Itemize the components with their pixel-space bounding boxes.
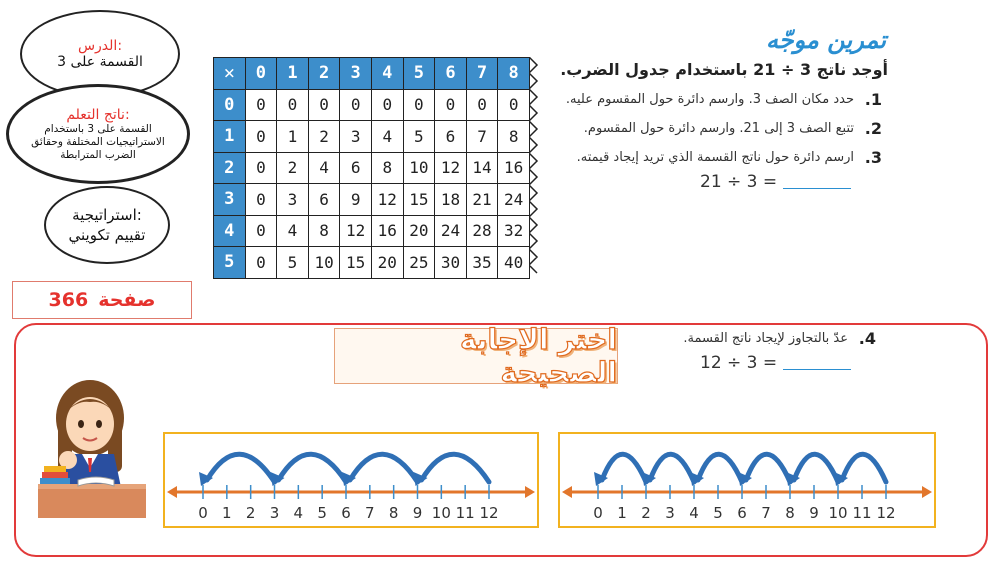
table-col-header[interactable]: 2 <box>308 58 340 90</box>
nl-left-jump-arc <box>350 454 418 482</box>
table-row <box>214 121 530 153</box>
table-cell[interactable]: 3 <box>277 184 309 216</box>
step-4-row <box>600 328 882 349</box>
table-cell[interactable]: 24 <box>498 184 530 216</box>
table-cell[interactable]: 32 <box>498 215 530 247</box>
nl-left-tick-label: 11 <box>455 504 475 522</box>
table-cell[interactable]: 28 <box>466 215 498 247</box>
exercise-title: تمرين موجّه <box>765 26 886 54</box>
strategy-bubble <box>44 186 170 264</box>
page-label: صفحة <box>98 289 156 311</box>
table-cell[interactable]: 4 <box>308 152 340 184</box>
nl-left-tick-label: 4 <box>293 504 304 522</box>
table-cell[interactable]: 16 <box>371 215 403 247</box>
step-text: حدد مكان الصف 3. وارسم دائرة حول المقسوم عليه. <box>565 92 854 107</box>
table-cell[interactable]: 0 <box>245 89 277 121</box>
nl-right-jump-arc <box>794 454 838 482</box>
nl-left-tick-label: 2 <box>245 504 256 522</box>
nl-right-tick-label: 0 <box>593 504 603 522</box>
table-cell[interactable]: 10 <box>403 152 435 184</box>
step-number: 3. <box>864 148 882 167</box>
page-number: 366 <box>48 289 89 311</box>
table-cell[interactable]: 25 <box>403 247 435 279</box>
nl-right-tick-label: 7 <box>761 504 771 522</box>
nl-right-tick-label: 1 <box>617 504 627 522</box>
nl-left-tick-label: 5 <box>317 504 327 522</box>
table-cell[interactable]: 6 <box>308 184 340 216</box>
table-cell[interactable]: 6 <box>435 121 467 153</box>
nl-left-tick-label: 6 <box>341 504 351 522</box>
nl-left-arrow-right <box>525 486 535 498</box>
table-cell[interactable]: 35 <box>466 247 498 279</box>
nl-left-tick-label: 0 <box>198 504 208 522</box>
nl-right-tick-label: 12 <box>876 504 896 522</box>
table-row-header[interactable]: 2 <box>214 152 246 184</box>
nl-right-jump-arc <box>746 454 790 482</box>
table-cell[interactable]: 6 <box>340 152 372 184</box>
table-cell[interactable]: 8 <box>498 121 530 153</box>
number-line-option-right[interactable] <box>558 432 936 528</box>
guided-exercise <box>560 26 888 192</box>
nl-right-tick-label: 2 <box>641 504 651 522</box>
table-cell[interactable]: 4 <box>277 215 309 247</box>
answer-blank-1[interactable] <box>783 173 851 189</box>
table-cell[interactable]: 2 <box>277 152 309 184</box>
strategy-line2: تقييم تكويني <box>68 226 146 244</box>
number-line-option-left[interactable] <box>163 432 539 528</box>
nl-left-tick-label: 1 <box>222 504 232 522</box>
step-number: 1. <box>864 90 882 109</box>
table-row <box>214 215 530 247</box>
nl-left-tick-label: 12 <box>479 504 499 522</box>
table-col-header[interactable]: 8 <box>498 58 530 90</box>
step-text: تتبع الصف 3 إلى 21. وارسم دائرة حول المقسوم. <box>583 121 854 136</box>
nl-right-tick-label: 11 <box>852 504 872 522</box>
table-corner-symbol: × <box>214 58 246 90</box>
nl-right-tick-label: 9 <box>809 504 819 522</box>
multiplication-table <box>213 57 530 279</box>
table-col-header[interactable]: 5 <box>403 58 435 90</box>
nl-left-jump-arc <box>279 454 347 482</box>
table-col-header[interactable]: 0 <box>245 58 277 90</box>
table-cell[interactable]: 4 <box>371 121 403 153</box>
table-col-header[interactable]: 1 <box>277 58 309 90</box>
nl-right-arrow-right <box>922 486 932 498</box>
nl-left-tick-label: 7 <box>365 504 375 522</box>
table-cell[interactable]: 0 <box>466 89 498 121</box>
nl-right-tick-label: 6 <box>737 504 747 522</box>
number-line-left <box>165 434 537 526</box>
table-cell[interactable]: 30 <box>435 247 467 279</box>
equation-2 <box>700 353 882 373</box>
table-cell[interactable]: 0 <box>435 89 467 121</box>
table-cell[interactable]: 0 <box>371 89 403 121</box>
nl-right-arrow-left <box>562 486 572 498</box>
table-row <box>214 247 530 279</box>
table-row-header[interactable]: 1 <box>214 121 246 153</box>
table-row <box>214 184 530 216</box>
table-cell[interactable]: 0 <box>245 184 277 216</box>
table-cell[interactable]: 40 <box>498 247 530 279</box>
table-row-header[interactable]: 0 <box>214 89 246 121</box>
table-cell[interactable]: 5 <box>403 121 435 153</box>
outcome-title: ناتج التعلم: <box>66 106 130 123</box>
torn-edge-decoration <box>529 57 541 277</box>
table-cell[interactable]: 0 <box>245 215 277 247</box>
nl-right-tick-label: 4 <box>689 504 699 522</box>
equation-2-text: 12 ÷ 3 = <box>700 353 778 373</box>
table-cell[interactable]: 18 <box>435 184 467 216</box>
table-cell[interactable]: 0 <box>498 89 530 121</box>
table-cell[interactable]: 12 <box>371 184 403 216</box>
lesson-title: الدرس: <box>77 38 123 54</box>
nl-right-jump-arc <box>602 454 646 482</box>
step-1 <box>560 89 888 110</box>
step-text: ارسم دائرة حول ناتج القسمة الذي تريد إيجاد قيمته. <box>576 150 854 165</box>
table-row <box>214 89 530 121</box>
exercise-intro: أوجد ناتج 3 ÷ 21 باستخدام جدول الضرب. <box>560 60 888 79</box>
table-grid <box>213 57 530 279</box>
table-cell[interactable]: 7 <box>466 121 498 153</box>
table-cell[interactable]: 0 <box>245 121 277 153</box>
nl-right-tick-label: 8 <box>785 504 795 522</box>
answer-blank-2[interactable] <box>783 354 851 370</box>
table-cell[interactable]: 0 <box>245 247 277 279</box>
table-cell[interactable]: 2 <box>308 121 340 153</box>
table-cell[interactable]: 20 <box>371 247 403 279</box>
table-row <box>214 152 530 184</box>
table-cell[interactable]: 8 <box>371 152 403 184</box>
table-row-header[interactable]: 3 <box>214 184 246 216</box>
table-cell[interactable]: 21 <box>466 184 498 216</box>
nl-left-tick-label: 8 <box>388 504 399 522</box>
outcome-text: القسمة على 3 باستخدام الاستراتيجيات المختلفة وحقائق الضرب المترابطة <box>31 122 165 161</box>
table-cell[interactable]: 9 <box>340 184 372 216</box>
table-cell[interactable]: 24 <box>435 215 467 247</box>
nl-right-jump-arc <box>698 454 742 482</box>
nl-right-tick-label: 5 <box>713 504 723 522</box>
step-number: 2. <box>864 119 882 138</box>
table-cell[interactable]: 0 <box>340 89 372 121</box>
student-illustration <box>30 372 150 522</box>
choose-correct-banner <box>334 323 618 389</box>
table-row-header[interactable]: 5 <box>214 247 246 279</box>
table-cell[interactable]: 20 <box>403 215 435 247</box>
table-cell[interactable]: 15 <box>403 184 435 216</box>
nl-right-tick-label: 10 <box>828 504 848 522</box>
table-cell[interactable]: 10 <box>308 247 340 279</box>
table-cell[interactable]: 14 <box>466 152 498 184</box>
step-4 <box>600 328 882 373</box>
nl-left-tick-label: 10 <box>431 504 451 522</box>
equation-1 <box>700 172 888 192</box>
step-text: عدّ بالتجاوز لإيجاد ناتج القسمة. <box>683 331 848 346</box>
table-col-header[interactable]: 3 <box>340 58 372 90</box>
table-row-header[interactable]: 4 <box>214 215 246 247</box>
nl-right-jump-arc <box>842 454 886 482</box>
strategy-line1: استراتيجية: <box>72 206 142 224</box>
table-col-header[interactable]: 4 <box>371 58 403 90</box>
equation-1-text: 21 ÷ 3 = <box>700 172 778 192</box>
nl-right-tick-label: 3 <box>665 504 675 522</box>
table-cell[interactable]: 12 <box>435 152 467 184</box>
table-cell[interactable]: 0 <box>403 89 435 121</box>
outcome-bubble <box>6 84 190 184</box>
number-line-right <box>560 434 934 526</box>
table-cell[interactable]: 0 <box>277 89 309 121</box>
nl-right-jump-arc <box>650 454 694 482</box>
nl-left-jump-arc <box>207 454 275 482</box>
table-cell[interactable]: 0 <box>308 89 340 121</box>
table-col-header[interactable]: 7 <box>466 58 498 90</box>
table-col-header[interactable]: 6 <box>435 58 467 90</box>
table-cell[interactable]: 1 <box>277 121 309 153</box>
step-number: 4. <box>858 329 876 348</box>
table-cell[interactable]: 5 <box>277 247 309 279</box>
nl-left-arrow-left <box>167 486 177 498</box>
step-2 <box>560 118 888 139</box>
nl-left-jump-arc <box>422 454 490 482</box>
table-cell[interactable]: 0 <box>245 152 277 184</box>
table-cell[interactable]: 8 <box>308 215 340 247</box>
table-cell[interactable]: 15 <box>340 247 372 279</box>
table-cell[interactable]: 12 <box>340 215 372 247</box>
nl-left-tick-label: 9 <box>412 504 423 522</box>
lesson-text: القسمة على 3 <box>57 54 143 70</box>
page-reference <box>12 281 192 319</box>
nl-left-tick-label: 3 <box>269 504 280 522</box>
table-cell[interactable]: 3 <box>340 121 372 153</box>
step-3 <box>560 147 888 168</box>
choose-title-text: اختر الإجابة الصحيحة <box>459 323 617 389</box>
table-cell[interactable]: 16 <box>498 152 530 184</box>
